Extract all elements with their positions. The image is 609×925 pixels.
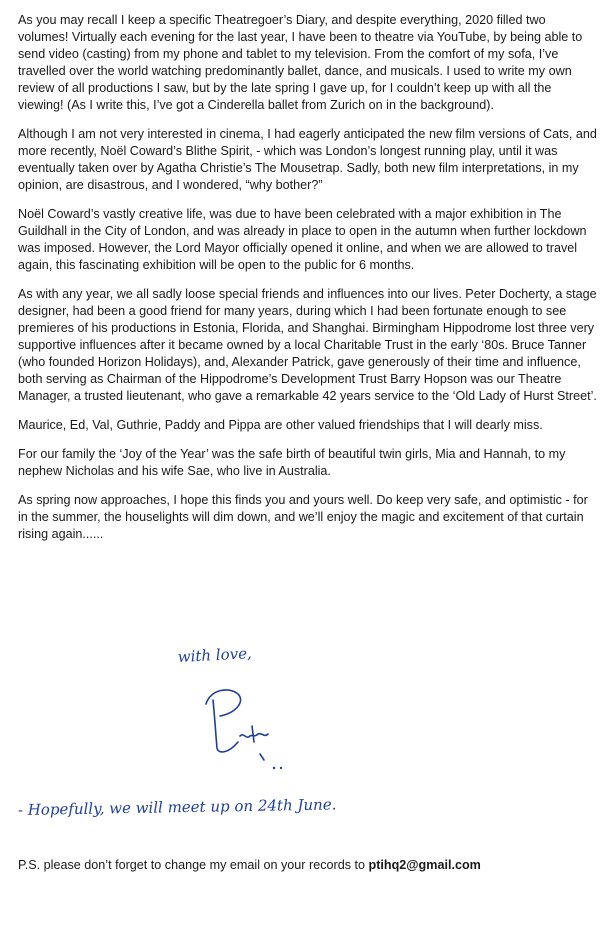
ink-dot xyxy=(280,767,282,769)
postscript-text: P.S. please don’t forget to change my email on your records to xyxy=(18,858,369,872)
paragraph-cinema: Although I am not very interested in cinema, I had eagerly anticipated the new film versions of Cats, and more recently, Noël Coward’s Blithe Spirit, - which was London’s longest running play, until it was eventually taken over by Agatha Christie’s The Mousetrap. Sadly, both new film interpretations, in my opinion, are disastrous, and I wondered, “why bother?” xyxy=(18,127,597,192)
postscript xyxy=(18,857,481,874)
paragraph-valued-friendships: Maurice, Ed, Val, Guthrie, Paddy and Pippa are other valued friendships that I will dearly miss. xyxy=(18,418,543,432)
paragraph-joy-of-the-year: For our family the ‘Joy of the Year’ was the safe birth of beautiful twin girls, Mia and Hannah, to my nephew Nicholas and his wife Sae, who live in Australia. xyxy=(18,447,566,478)
letter-body xyxy=(18,12,598,555)
paragraph-theatregoers-diary: As you may recall I keep a specific Theatregoer’s Diary, and despite everything, 2020 filled two volumes! Virtually each evening for the last year, I have been to theatre via YouTube, by being able to send video (casting) from my phone and tablet to my television. From the comfort of my sofa, I’ve travelled over the world watching predominantly ballet, dance, and musicals. I used to write my own review of all productions I saw, but by the late spring I gave up, for I couldn’t keep up with all the viewing! (As I write this, I’ve got a Cinderella ballet from Zurich on in the background). xyxy=(18,13,583,112)
paragraph-lost-friends: As with any year, we all sadly loose special friends and influences into our lives. Peter Docherty, a stage designer, had been a good friend for many years, during which I had been fortunate enough to see premieres of his productions in Estonia, Florida, and Shanghai. Birmingham Hippodrome lost three very supportive influences after it became owned by a local Charitable Trust in the early ‘80s. Bruce Tanner (who founded Horizon Holidays), and, Alexander Patrick, gave generously of their time and influence, both serving as Chairman of the Hippodrome’s Development Trust Barry Hopson was our Theatre Manager, a trusted lieutenant, who gave a remarkable 42 years service to the ‘Old Lady of Hurst Street’. xyxy=(18,287,597,403)
paragraph-spring: As spring now approaches, I hope this finds you and yours well. Do keep very safe, and optimistic - for in the summer, the houselights will dim down, and we’ll enjoy the magic and excitement of that curtain rising again...... xyxy=(18,493,588,541)
handwritten-signature: Peter xyxy=(0,630,3,631)
signature-scribble xyxy=(206,690,268,760)
ink-dot xyxy=(273,767,275,769)
handwritten-closing: with love, xyxy=(177,644,253,666)
handwritten-signature-area xyxy=(0,630,609,830)
paragraph-coward-exhibition: Noël Coward’s vastly creative life, was due to have been celebrated with a major exhibition in The Guildhall in the City of London, and was already in place to open in the autumn when further lockdown was imposed. However, the Lord Mayor officially opened it online, and when we are allowed to travel again, this fascinating exhibition will be open to the public for 6 months. xyxy=(18,207,587,272)
handwriting-svg xyxy=(0,630,609,830)
handwritten-note: - Hopefully, we will meet up on 24th June. xyxy=(17,795,337,819)
postscript-email: ptihq2@gmail.com xyxy=(368,858,481,872)
